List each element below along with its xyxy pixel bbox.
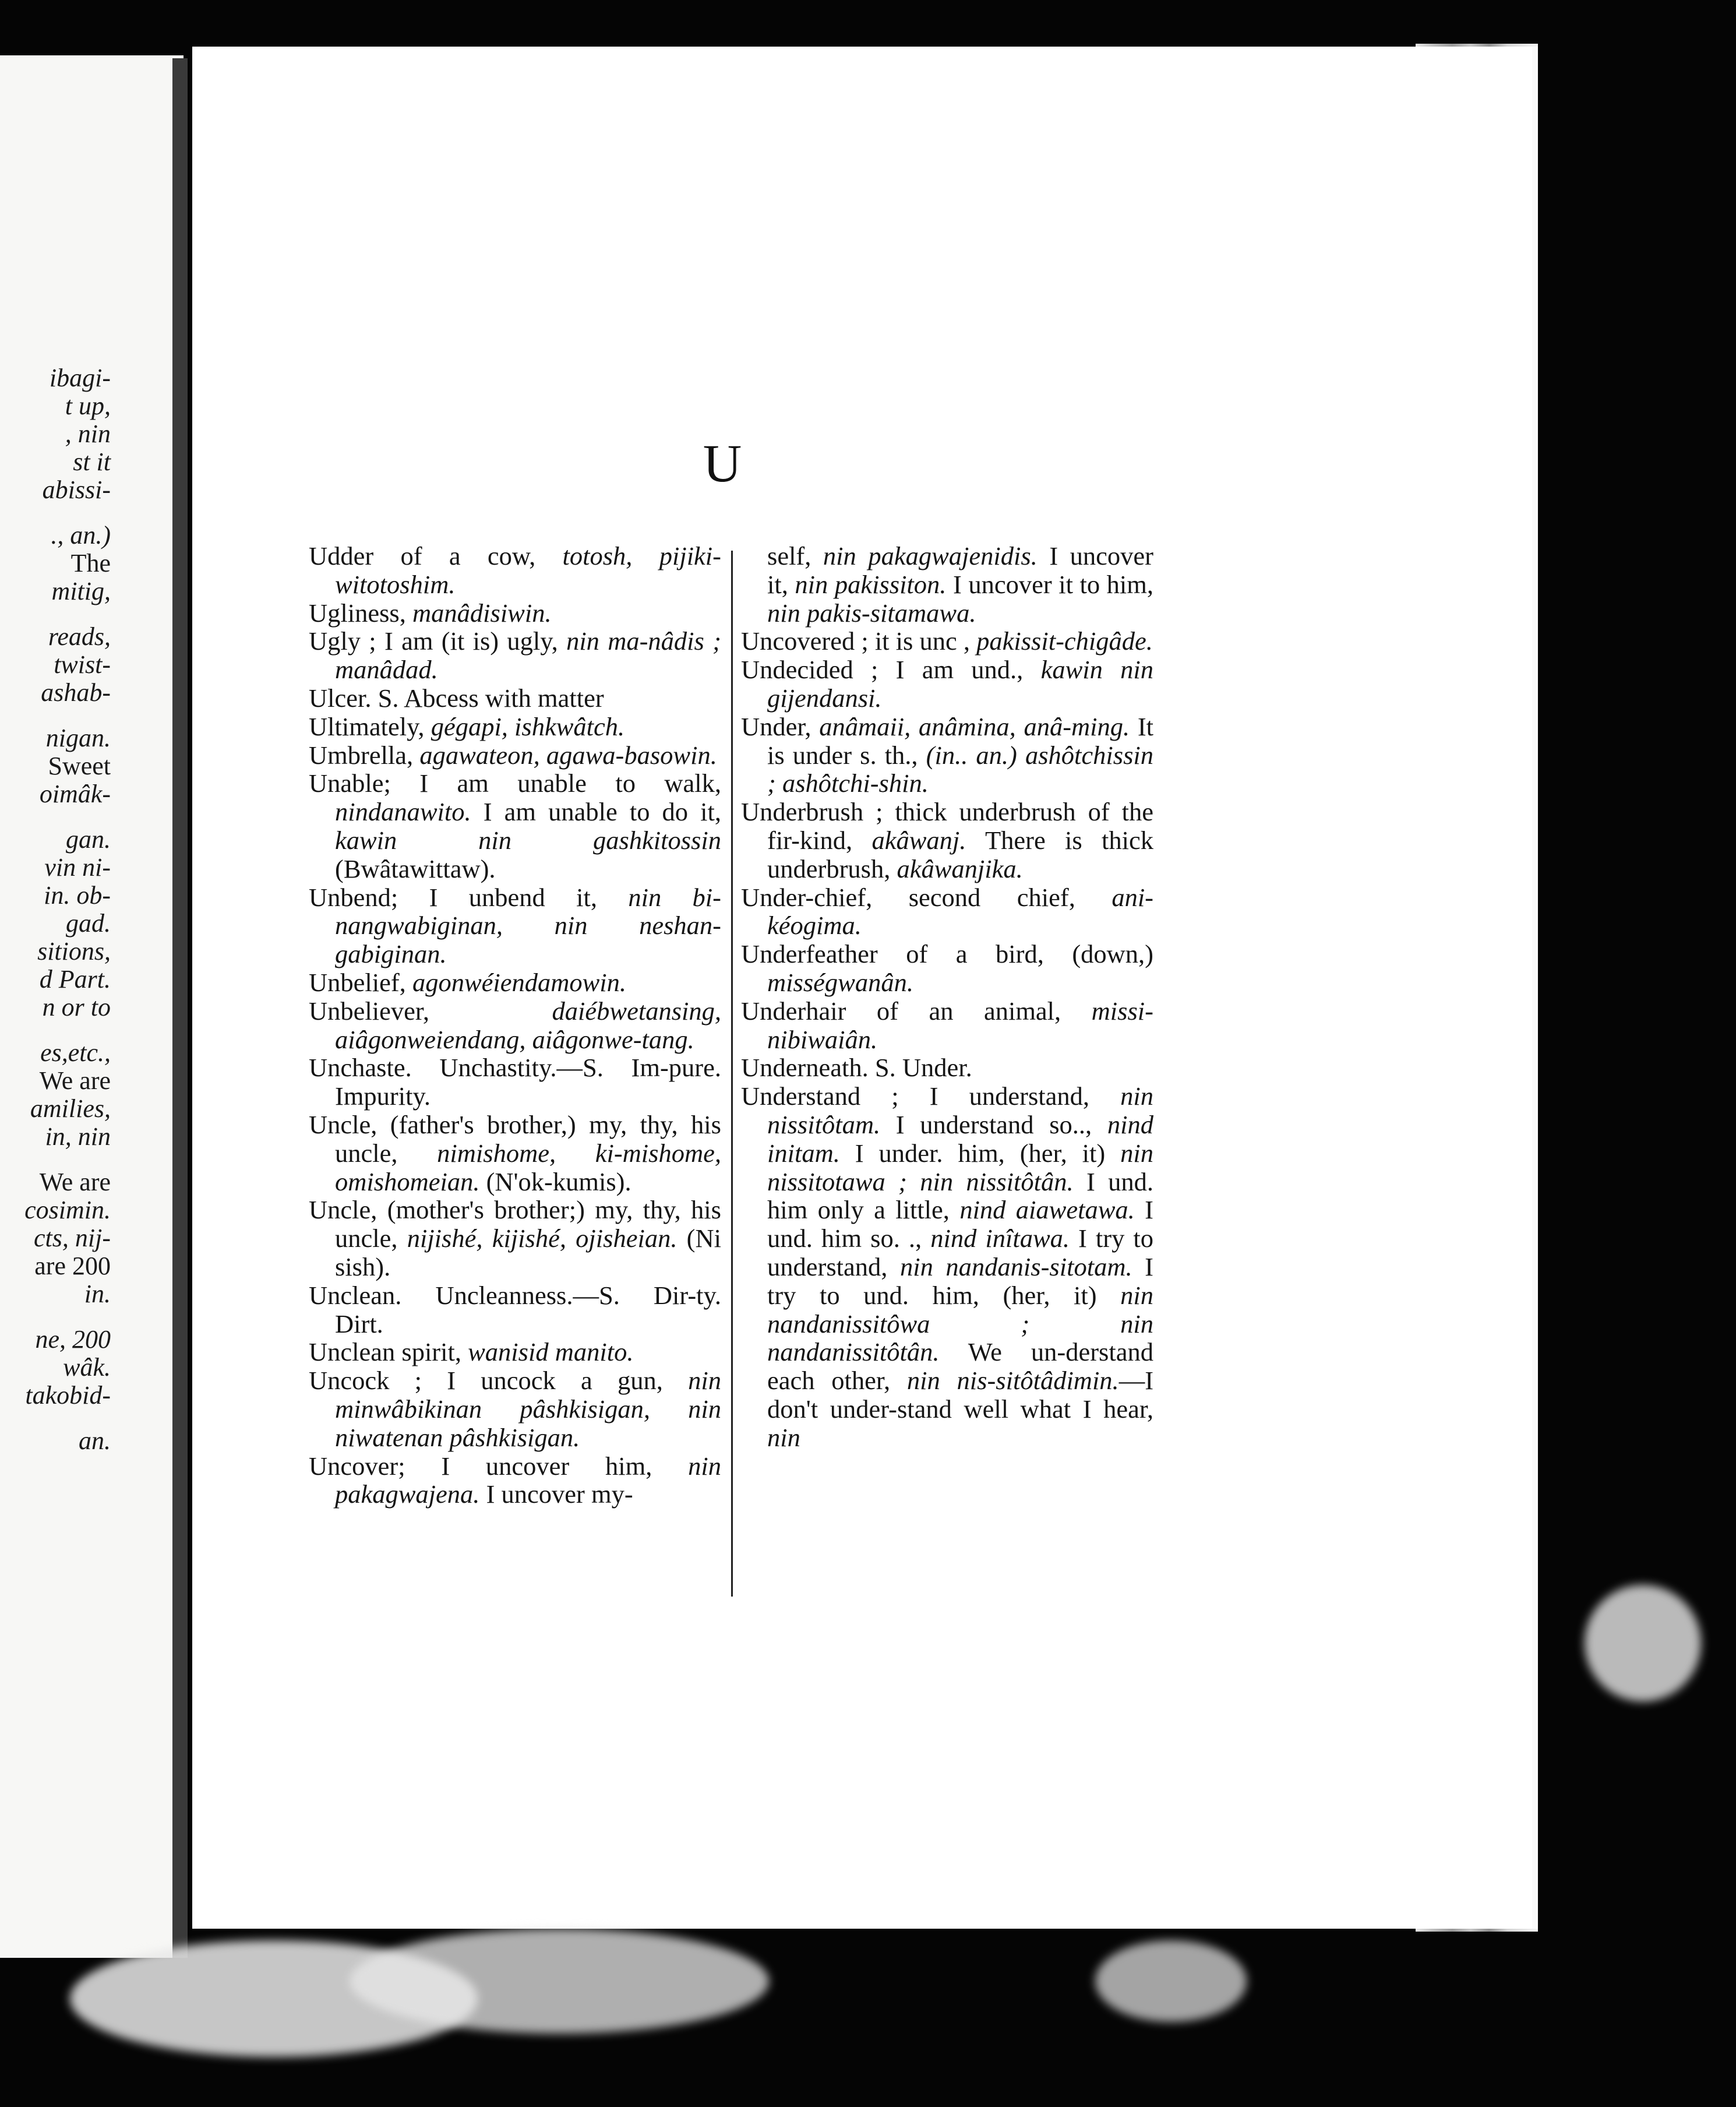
previous-page-fragment: n or to [42,993,111,1021]
english-text: I try to und. him, (her, it) [767,1252,1153,1310]
ojibwe-term: nin pakagwajenidis. [823,541,1038,570]
dictionary-entry [309,1196,721,1281]
right-column [741,542,1153,1452]
english-text: Umbrella, [309,740,420,770]
ojibwe-term: pakissit-chigâde. [976,626,1153,656]
previous-page-fragment [0,605,111,623]
dictionary-entry [309,769,721,883]
previous-page-fragment: are 200 [34,1252,111,1280]
english-text: Unbend; I unbend it, [309,882,629,912]
previous-page-fragment: st it [73,448,111,476]
english-text: I uncover my- [479,1479,633,1509]
ojibwe-term: nin nandanis-sitotam. [899,1252,1132,1281]
dictionary-entry [309,627,721,684]
english-text: Uncock ; I uncock a gun, [309,1366,689,1396]
english-text: Unable; I am unable to walk, [309,769,721,798]
ojibwe-term: ani-kéogima. [767,882,1153,940]
previous-page-fragment: t up, [65,392,111,420]
english-text: I und. him so. ., [767,1195,1153,1253]
previous-page-fragment: in. [84,1280,111,1308]
dictionary-entry [741,798,1153,883]
dictionary-entry [741,940,1153,997]
previous-page-fragment: vin ni- [44,853,111,882]
english-text [1017,741,1025,770]
english-text: Underbrush ; thick underbrush of the fir-kind, [741,797,1153,855]
dictionary-entry [741,656,1153,713]
english-text: Ugliness, [309,598,412,628]
english-text: (Bwâtawittaw). [335,854,496,883]
ojibwe-term: nin [767,1422,800,1452]
ojibwe-term: daiébwetansing, aiâgonweiendang, aiâgonwe-tang. [335,996,721,1054]
dictionary-entry [309,1452,721,1509]
english-text: Understand ; I understand, [741,1081,1121,1111]
dictionary-entry [741,627,1153,656]
english-text: There is thick underbrush, [767,825,1154,883]
previous-page-fragment: es,etc., [40,1038,111,1067]
english-text: I am unable to do it, [471,797,721,827]
english-text: Uncle, (father's brother,) my, thy, his uncle, [309,1109,721,1168]
previous-page-fragment [0,808,111,826]
english-text: Unclean. Uncleanness.—S. Dir-ty. Dirt. [309,1280,721,1338]
dictionary-entry [741,997,1153,1054]
previous-page [0,55,184,1958]
ojibwe-term: nin nissitotawa ; nin nissitôtân. [767,1138,1153,1196]
dictionary-entry [309,883,721,968]
previous-page-fragment: gad. [66,909,111,938]
ojibwe-term: nind aiawetawa. [959,1195,1135,1225]
dictionary-entry [309,741,721,770]
english-text: Uncover; I uncover him, [309,1451,689,1481]
english-text: I try to understand, [767,1224,1153,1281]
previous-page-fragment: in. ob- [44,881,111,910]
previous-page-fragment: nigan. [45,724,111,752]
ojibwe-term: nin nandanissitôwa ; nin nandanissitôtân. [767,1280,1153,1367]
previous-page-fragment: reads, [48,622,111,651]
column-divider [731,551,733,1597]
english-text: I uncover it, [767,541,1153,599]
scan-smudge [1585,1585,1701,1701]
ojibwe-term: wanisid manito. [468,1337,634,1367]
ojibwe-term: nind initam. [767,1109,1153,1168]
ojibwe-term: nin pakis-sitamawa. [767,598,976,628]
previous-page-fragment: ashab- [41,678,111,707]
ojibwe-term: totosh, pijiki-witotoshim. [335,541,721,599]
english-text: I und. him only a little, [767,1167,1154,1225]
previous-page-fragment: twist- [54,650,111,679]
ojibwe-term: missi-nibiwaiân. [767,996,1153,1054]
english-text: I under. him, (her, it) [839,1138,1121,1168]
ojibwe-term: (in.. an.) [926,740,1017,770]
dictionary-entry [309,1281,721,1338]
previous-page-fragment: We are [39,1168,111,1196]
previous-page-fragment: sitions, [37,937,111,966]
english-text: We un-derstand each other, [767,1337,1153,1396]
english-text: Unclean spirit, [309,1337,468,1367]
english-text: (Ni sish). [335,1224,721,1281]
dictionary-entry [309,1054,721,1111]
english-text: Udder of a cow, [309,541,563,570]
previous-page-fragment: oimâk- [39,780,111,808]
scan-smudge [350,1929,769,2034]
section-letter-heading: U [703,434,742,493]
english-text: It is under s. th., [767,711,1153,770]
ojibwe-term: kawin nin gashkitossin [335,825,721,855]
ojibwe-term: ashôtchissin ; ashôtchi-shin. [767,740,1154,798]
dictionary-entry [309,684,721,713]
previous-page-fragment: amilies, [30,1094,111,1123]
previous-page-fragment: abissi- [42,475,111,504]
english-text: Ugly ; I am (it is) ugly, [309,626,567,656]
english-text: Ultimately, [309,711,431,741]
ojibwe-term: akâwanjika. [897,854,1023,883]
previous-page-fragment [0,1151,111,1168]
ojibwe-term: manâdisiwin. [412,598,552,628]
dictionary-entry [741,883,1153,940]
dictionary-entry [741,1082,1153,1451]
ojibwe-term: misségwanân. [767,967,913,997]
dictionary-entry [309,542,721,599]
english-text: Underneath. S. Under. [741,1053,972,1083]
english-text: self, [767,541,823,570]
english-text: —I don't under-stand well what I hear, [767,1366,1154,1424]
english-text: (N'ok-kumis). [479,1167,631,1196]
english-text: Uncle, (mother's brother;) my, thy, his uncle, [309,1195,721,1253]
dictionary-entry [741,713,1153,798]
ojibwe-term: nin pakissiton. [795,569,947,599]
dictionary-entry [309,1111,721,1196]
previous-page-fragment: gan. [66,825,111,854]
dictionary-entry [309,1366,721,1451]
ojibwe-term: kawin nin gijendansi. [767,655,1153,713]
english-text: Unbelief, [309,967,412,997]
ojibwe-term: nin minwâbikinan pâshkisigan, nin niwatenan pâshkisigan. [335,1366,721,1452]
english-text: Ulcer. S. Abcess with matter [309,683,604,713]
ojibwe-term: nin ma-nâdis ; manâdad. [335,626,721,685]
previous-page-fragment: d Part. [39,965,111,993]
english-text: Undecided ; I am und., [741,655,1041,685]
scan-smudge [1095,1940,1247,2022]
dictionary-entry [309,968,721,997]
previous-page-fragment [0,1021,111,1039]
previous-page-fragment [0,504,111,522]
previous-page-fragment: in, nin [45,1122,111,1151]
previous-page-fragment: , nin [65,420,111,448]
english-text: Under-chief, second chief, [741,882,1112,912]
previous-page-fragment: Sweet [48,752,111,780]
previous-page-fragment: We are [39,1066,111,1095]
previous-page-fragment: ne, 200 [35,1325,111,1354]
previous-page-fragment: cosimin. [24,1196,111,1224]
previous-page-text [0,364,111,1455]
ojibwe-term: nijishé, kijishé, ojisheian. [407,1224,678,1253]
previous-page-fragment [0,1308,111,1326]
previous-page-fragment: ibagi- [49,364,111,392]
english-text: Unchaste. Unchastity.—S. Im-pure. Impurity. [309,1053,721,1111]
english-text: I understand so.., [880,1109,1107,1139]
left-column [309,542,721,1509]
english-text: I uncover it to him, [946,569,1153,599]
ojibwe-term: nind inîtawa. [930,1224,1070,1253]
ojibwe-term: agawateon, agawa-basowin. [419,740,717,770]
ojibwe-term: gégapi, ishkwâtch. [431,711,625,741]
dictionary-entry [309,1338,721,1366]
ojibwe-term: akâwanj. [871,825,966,855]
ojibwe-term: nin nis-sitôtâdimin. [906,1366,1119,1396]
ojibwe-term: nin bi-nangwabiginan, nin neshan-gabiginan. [335,882,721,969]
dictionary-entry [741,542,1153,627]
ojibwe-term: agonwéiendamowin. [412,967,627,997]
english-text: Under, [741,711,820,741]
english-text: Underfeather of a bird, (down,) [741,939,1153,969]
dictionary-entry [309,713,721,741]
ojibwe-term: nin nissitôtam. [767,1081,1153,1139]
dictionary-entry [309,599,721,628]
dictionary-entry [741,1054,1153,1082]
previous-page-fragment: ., an.) [51,521,111,549]
previous-page-fragment: an. [79,1426,111,1455]
ojibwe-term: nin pakagwajena. [335,1451,721,1509]
previous-page-fragment: wâk. [63,1353,111,1382]
previous-page-fragment: mitig, [51,577,111,605]
ojibwe-term: nindanawito. [335,797,471,827]
previous-page-fragment: The [70,549,111,577]
ojibwe-term: anâmaii, anâmina, anâ-ming. [819,711,1130,741]
previous-page-fragment: cts, nij- [34,1224,111,1252]
english-text: Uncovered ; it is unc , [741,626,977,656]
previous-page-fragment [0,1410,111,1427]
previous-page-fragment: takobid- [25,1381,111,1410]
dictionary-entry [309,997,721,1054]
english-text: Underhair of an animal, [741,996,1092,1026]
english-text: Unbeliever, [309,996,552,1026]
book-gutter [172,58,188,1958]
previous-page-fragment [0,707,111,724]
ojibwe-term: nimishome, ki-mishome, omishomeian. [335,1138,721,1196]
